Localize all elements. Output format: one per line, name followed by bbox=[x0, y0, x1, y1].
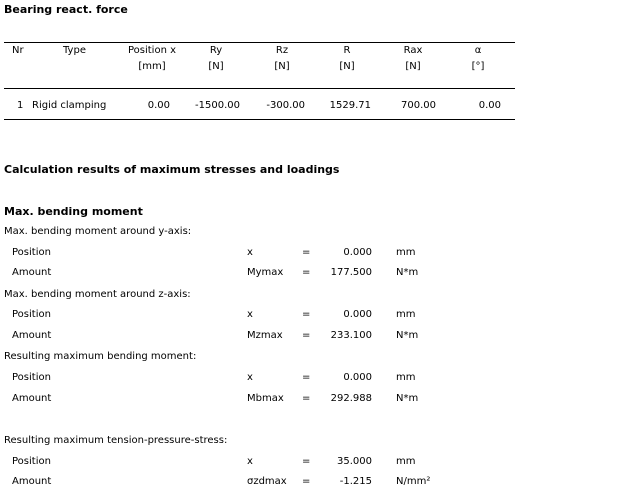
table-header-rule bbox=[4, 88, 515, 89]
cell-position: 0.00 bbox=[147, 100, 170, 111]
cell-type: Rigid clamping bbox=[32, 100, 107, 111]
col-header-rz: Rz bbox=[275, 45, 289, 56]
row-equals: = bbox=[302, 267, 311, 278]
row-symbol: Mymax bbox=[247, 267, 284, 278]
row-symbol: Mbmax bbox=[247, 393, 284, 404]
col-header-alpha: α bbox=[474, 45, 482, 56]
group-label-tension-pressure: Resulting maximum tension-pressure-stress: bbox=[4, 435, 228, 446]
row-name: Position bbox=[12, 309, 51, 320]
results-title: Calculation results of maximum stresses and loadings bbox=[4, 163, 340, 176]
row-equals: = bbox=[302, 393, 311, 404]
col-header-rax: Rax bbox=[403, 45, 423, 56]
row-symbol: σzdmax bbox=[247, 476, 287, 487]
cell-ry: -1500.00 bbox=[195, 100, 240, 111]
row-unit: N*m bbox=[396, 393, 419, 404]
table-top-rule bbox=[4, 42, 515, 43]
cell-rax: 700.00 bbox=[401, 100, 436, 111]
row-unit: mm bbox=[396, 309, 416, 320]
bending-moment-title: Max. bending moment bbox=[4, 205, 143, 218]
col-unit-ry: [N] bbox=[208, 61, 224, 72]
row-name: Position bbox=[12, 372, 51, 383]
row-value: 177.500 bbox=[330, 267, 372, 278]
row-equals: = bbox=[302, 476, 311, 487]
row-value: 0.000 bbox=[343, 247, 372, 258]
cell-alpha: 0.00 bbox=[478, 100, 501, 111]
row-unit: N*m bbox=[396, 267, 419, 278]
bearing-title: Bearing react. force bbox=[4, 3, 128, 16]
col-header-position: Position x bbox=[127, 45, 177, 56]
row-symbol: x bbox=[247, 247, 253, 258]
row-value: 0.000 bbox=[343, 372, 372, 383]
row-unit: mm bbox=[396, 456, 416, 467]
col-unit-rz: [N] bbox=[274, 61, 290, 72]
cell-r: 1529.71 bbox=[329, 100, 371, 111]
row-symbol: x bbox=[247, 456, 253, 467]
row-unit: mm bbox=[396, 372, 416, 383]
row-value: -1.215 bbox=[339, 476, 372, 487]
col-unit-r: [N] bbox=[339, 61, 355, 72]
group-label-y-axis: Max. bending moment around y-axis: bbox=[4, 226, 192, 237]
row-value: 0.000 bbox=[343, 309, 372, 320]
group-label-resulting-bending: Resulting maximum bending moment: bbox=[4, 351, 197, 362]
row-equals: = bbox=[302, 456, 311, 467]
row-name: Position bbox=[12, 247, 51, 258]
row-equals: = bbox=[302, 309, 311, 320]
row-symbol: Mzmax bbox=[247, 330, 283, 341]
col-header-r: R bbox=[343, 45, 351, 56]
col-unit-alpha: [°] bbox=[471, 61, 485, 72]
cell-nr: 1 bbox=[17, 100, 24, 111]
row-equals: = bbox=[302, 330, 311, 341]
group-label-z-axis: Max. bending moment around z-axis: bbox=[4, 289, 191, 300]
col-unit-rax: [N] bbox=[405, 61, 421, 72]
row-value: 233.100 bbox=[330, 330, 372, 341]
col-header-nr: Nr bbox=[12, 45, 24, 56]
col-unit-position: [mm] bbox=[138, 61, 166, 72]
row-name: Amount bbox=[12, 330, 52, 341]
row-name: Amount bbox=[12, 476, 52, 487]
row-value: 35.000 bbox=[337, 456, 372, 467]
row-unit: N*m bbox=[396, 330, 419, 341]
row-name: Position bbox=[12, 456, 51, 467]
row-symbol: x bbox=[247, 372, 253, 383]
col-header-ry: Ry bbox=[209, 45, 223, 56]
col-header-type: Type bbox=[63, 45, 86, 56]
row-equals: = bbox=[302, 247, 311, 258]
row-unit: N/mm² bbox=[396, 476, 431, 487]
row-unit: mm bbox=[396, 247, 416, 258]
row-value: 292.988 bbox=[330, 393, 372, 404]
row-symbol: x bbox=[247, 309, 253, 320]
row-equals: = bbox=[302, 372, 311, 383]
cell-rz: -300.00 bbox=[266, 100, 305, 111]
row-name: Amount bbox=[12, 267, 52, 278]
table-bottom-rule bbox=[4, 119, 515, 120]
row-name: Amount bbox=[12, 393, 52, 404]
